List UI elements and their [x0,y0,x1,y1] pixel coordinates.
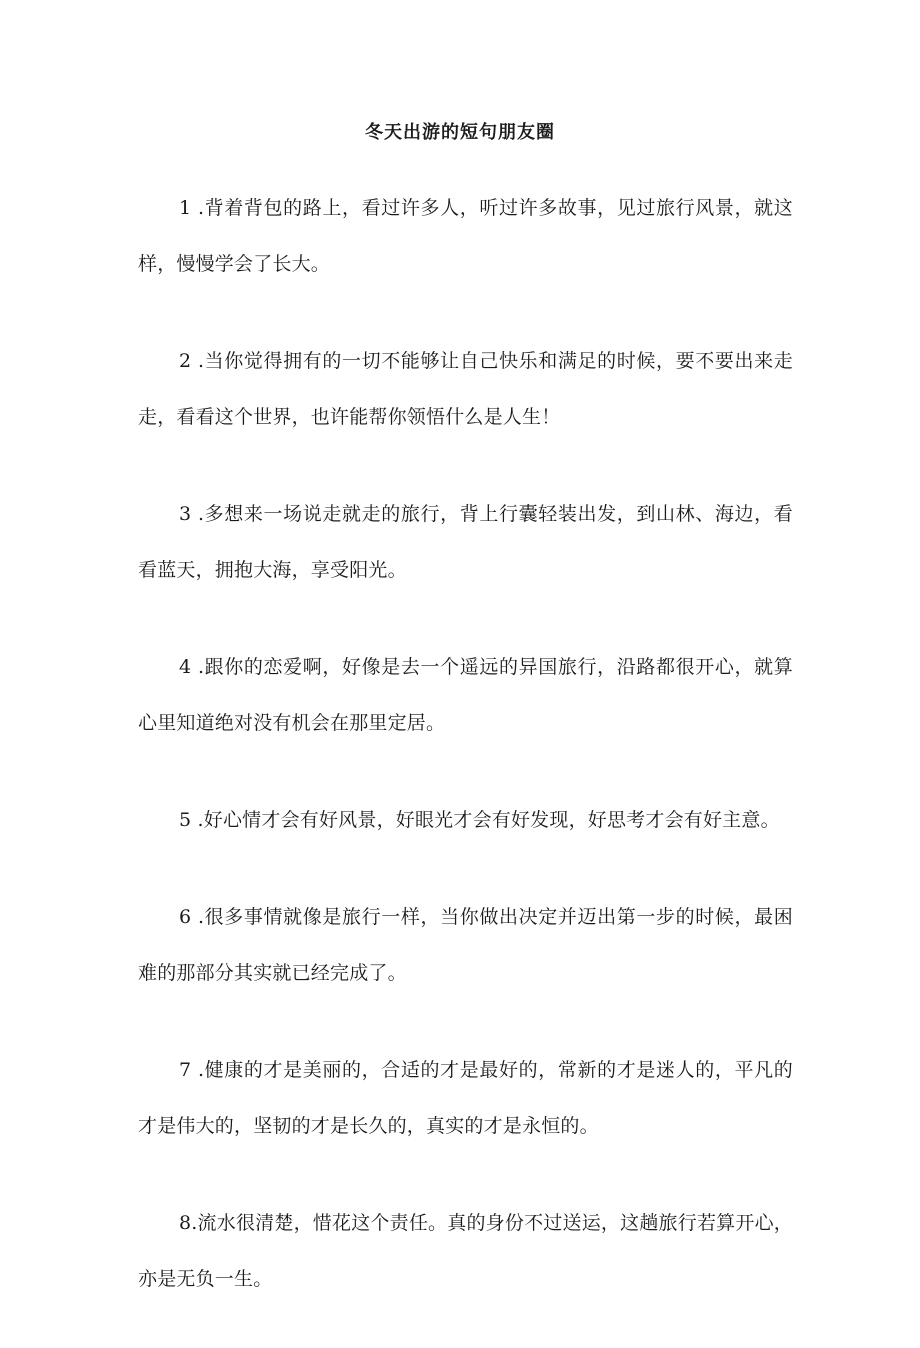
item-separator: . [191,906,205,928]
list-item [138,792,793,848]
item-separator: . [191,197,205,219]
item-number: 6 [179,906,192,928]
item-number: 5 [179,809,192,831]
list-item [138,639,793,751]
item-text: 健康的才是美丽的，合适的才是最好的，常新的才是迷人的，平凡的才是伟大的，坚韧的才是长久的，真实的才是永恒的。 [138,1059,793,1137]
item-text: 很多事情就像是旅行一样，当你做出决定并迈出第一步的时候，最困难的那部分其实就已经完成了。 [138,906,793,984]
item-separator: . [191,1212,198,1234]
item-separator: . [191,656,205,678]
item-number: 2 [179,350,192,372]
item-separator: . [191,503,205,525]
list-item [138,1042,793,1154]
item-text: 好心情才会有好风景，好眼光才会有好发现，好思考才会有好主意。 [203,809,780,831]
item-text: 当你觉得拥有的一切不能够让自己快乐和满足的时候，要不要出来走走，看看这个世界，也许能帮你领悟什么是人生！ [138,350,793,428]
list-item [138,333,793,445]
item-separator: . [191,1059,205,1081]
item-text: 背着背包的路上，看过许多人，听过许多故事，见过旅行风景，就这样，慢慢学会了长大。 [138,197,793,275]
quote-list [138,180,793,1348]
item-separator: . [191,809,204,831]
item-separator: . [191,350,205,372]
item-number: 7 [179,1059,192,1081]
item-text: 跟你的恋爱啊，好像是去一个遥远的异国旅行，沿路都很开心，就算心里知道绝对没有机会在那里定居。 [138,656,793,734]
item-number: 1 [179,197,192,219]
list-item [138,1195,793,1307]
item-text: 多想来一场说走就走的旅行，背上行囊轻装出发，到山林、海边，看看蓝天，拥抱大海，享受阳光。 [138,503,793,581]
item-number: 3 [179,503,192,525]
item-number: 8 [179,1212,192,1234]
item-number: 4 [179,656,192,678]
list-item [138,889,793,1001]
list-item [138,486,793,598]
item-text: 流水很清楚，惜花这个责任。真的身份不过送运，这趟旅行若算开心，亦是无负一生。 [138,1212,793,1290]
document-title: 冬天出游的短句朋友圈 [365,122,555,143]
list-item [138,180,793,292]
